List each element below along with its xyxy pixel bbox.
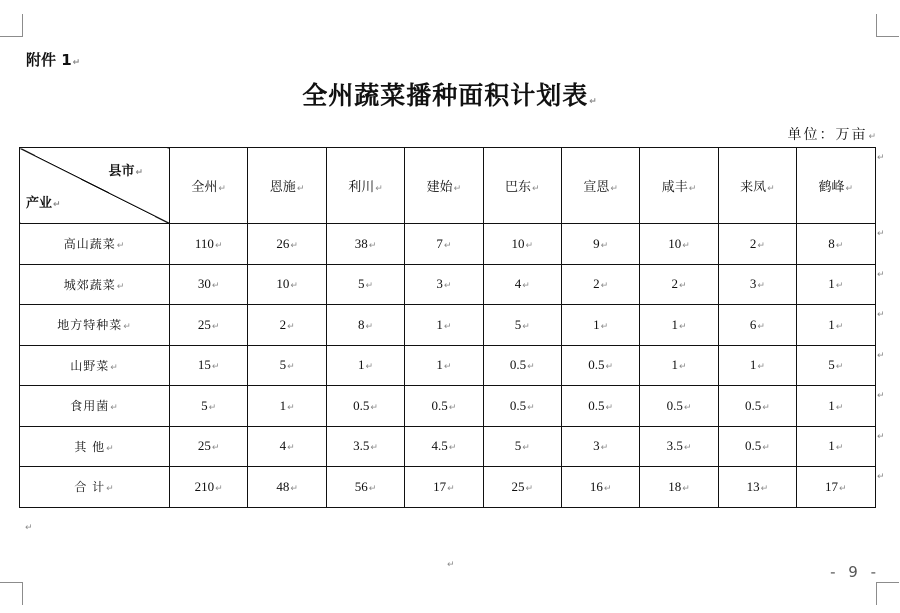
paragraph-mark-icon: ↵ [370,402,378,413]
table-cell [170,305,248,346]
cell-value: 48 [276,478,290,494]
paragraph-mark-icon: ↵ [370,443,378,454]
paragraph-mark-icon: ↵ [683,443,692,454]
table-cell [483,426,561,467]
paragraph-mark-icon: ↵ [877,350,885,361]
cell-value: 3 [749,276,757,292]
cell-value: 0.5 [745,438,762,454]
table-cell [248,224,326,265]
paragraph-mark-icon: ↵ [877,229,885,239]
column-header-label: 来凤 [740,180,767,195]
table-cell [718,264,796,305]
table-row [20,264,876,305]
paragraph-mark-icon: ↵ [600,240,609,251]
table-cell [640,264,718,305]
paragraph-mark-icon: ↵ [600,443,609,454]
paragraph-mark-icon: ↵ [290,281,298,292]
paragraph-mark-icon: ↵ [522,281,530,292]
table-cell [170,386,248,427]
paragraph-mark-icon: ↵ [211,443,220,454]
paragraph-mark-icon: ↵ [287,321,295,332]
table-cell [170,345,248,386]
cell-value: 0.5 [745,397,762,413]
paragraph-mark-icon: ↵ [835,281,844,292]
cell-value: 56 [354,478,368,494]
table-cell [718,345,796,386]
cell-value: 8 [357,316,365,332]
table-cell [640,426,718,467]
paragraph-mark-icon: ↵ [375,184,383,194]
paragraph-mark-icon: ↵ [527,402,535,413]
paragraph-mark-icon: ↵ [290,483,298,494]
paragraph-mark-icon: ↵ [110,403,119,414]
paragraph-mark-icon: ↵ [287,443,295,454]
paragraph-mark-icon: ↵ [835,402,844,413]
cell-value: 1 [279,397,287,413]
table-body [20,148,876,508]
paragraph-mark-icon: ↵ [682,240,690,251]
paragraph-mark-icon: ↵ [365,281,373,292]
cell-value: 2 [671,276,679,292]
paragraph-mark-icon: ↵ [845,184,854,194]
table-cell [326,386,404,427]
row-label: 地方特种菜 [57,318,123,333]
paragraph-mark-icon: ↵ [525,240,534,251]
paragraph-mark-icon: ↵ [443,281,452,292]
table-cell [718,467,796,508]
row-label-cell [20,345,170,386]
column-header [248,148,326,224]
column-header [405,148,483,224]
paragraph-mark-icon: ↵ [760,483,769,494]
paragraph-mark-icon: ↵ [682,483,690,494]
table-cell [797,224,875,265]
table-cell [561,224,639,265]
cell-value: 30 [197,276,211,292]
paragraph-mark-icon: ↵ [767,184,775,194]
cell-value: 18 [668,478,682,494]
crop-mark-bottom-right [876,582,899,605]
column-header-label: 宣恩 [583,180,610,195]
table-cell [640,305,718,346]
cell-value: 26 [276,235,290,251]
corner-header-county: 县市↵ [108,164,143,179]
paragraph-mark-icon: ↵ [443,240,452,251]
paragraph-mark-icon: ↵ [877,391,885,401]
paragraph-mark-icon: ↵ [531,184,540,194]
table-cell [248,345,326,386]
paragraph-mark-icon: ↵ [877,269,885,280]
table-cell [405,224,483,265]
cell-value: 38 [354,235,368,251]
cell-value: 0.5 [509,357,527,373]
paragraph-mark-icon: ↵ [365,362,373,373]
table-cell [483,386,561,427]
paragraph-mark-icon: ↵ [757,281,765,292]
row-label-cell [20,264,170,305]
paragraph-mark-icon: ↵ [757,240,765,251]
column-header-label: 恩施 [269,180,296,195]
row-label-cell [20,467,170,508]
paragraph-mark-icon: ↵ [679,362,687,373]
table-cell [170,467,248,508]
table-cell [405,264,483,305]
paragraph-mark-icon: ↵ [877,431,885,442]
cell-value: 3.5 [666,438,683,454]
cell-value: 17 [433,478,447,494]
cell-value: 10 [668,235,682,251]
table-cell [561,264,639,305]
table-cell [405,386,483,427]
paragraph-mark-icon: ↵ [25,523,33,533]
table-cell [405,345,483,386]
cell-value: 15 [197,357,211,373]
table-cell [797,467,875,508]
page-number: - 9 - [830,563,880,581]
paragraph-mark-icon: ↵ [443,321,452,332]
cell-value: 5 [514,438,522,454]
corner-header-industry: 产业↵ [26,196,61,211]
column-header-label: 全州 [191,180,218,195]
table-cell [405,426,483,467]
crop-mark-bottom-left [0,582,23,605]
table-cell [797,305,875,346]
table-cell [640,345,718,386]
table-cell [561,467,639,508]
cell-value: 5 [201,397,208,413]
document-title: 全州蔬菜播种面积计划表↵ [302,81,598,110]
unit-label: 单位：万亩↵ [787,127,878,143]
table-cell [248,467,326,508]
paragraph-mark-icon: ↵ [877,472,885,482]
diagonal-header-cell [20,148,170,224]
cell-value: 2 [279,316,287,332]
table-cell [640,386,718,427]
cell-value: 2 [593,276,600,292]
paragraph-mark-icon: ↵ [522,321,530,332]
row-label-cell [20,305,170,346]
table-row [20,305,876,346]
cell-value: 7 [436,235,443,251]
cell-value: 1 [828,438,835,454]
cell-value: 2 [749,235,757,251]
paragraph-mark-icon: ↵ [116,241,126,252]
paragraph-mark-icon: ↵ [757,321,765,332]
paragraph-mark-icon: ↵ [527,362,535,373]
table-cell [326,264,404,305]
paragraph-mark-icon: ↵ [215,483,223,494]
paragraph-mark-icon: ↵ [762,402,770,413]
planting-area-table [19,147,876,508]
paragraph-mark-icon: ↵ [368,483,377,494]
cell-value: 4 [514,276,522,292]
paragraph-mark-icon: ↵ [589,97,598,107]
row-label-cell [20,386,170,427]
table-cell [483,224,561,265]
paragraph-mark-icon: ↵ [605,402,614,413]
column-header-label: 巴东 [504,180,531,195]
cell-value: 0.5 [588,397,605,413]
table-cell [483,305,561,346]
cell-value: 5 [279,357,287,373]
paragraph-mark-icon: ↵ [365,321,373,332]
cell-value: 0.5 [431,397,448,413]
column-header-label: 建始 [426,180,453,195]
paragraph-mark-icon: ↵ [600,281,609,292]
cell-value: 25 [197,438,211,454]
paragraph-mark-icon: ↵ [296,184,305,194]
table-cell [797,264,875,305]
paragraph-mark-icon: ↵ [447,483,455,494]
paragraph-mark-icon: ↵ [839,483,847,494]
paragraph-mark-icon: ↵ [287,362,295,373]
table-cell [405,305,483,346]
table-row [20,224,876,265]
table-cell [640,467,718,508]
table-cell [561,305,639,346]
table-cell [326,467,404,508]
paragraph-mark-icon: ↵ [877,153,885,163]
paragraph-mark-icon: ↵ [208,402,217,413]
table-cell [561,426,639,467]
cell-value: 1 [436,316,443,332]
table-cell [326,224,404,265]
paragraph-mark-icon: ↵ [218,184,226,194]
cell-value: 8 [828,235,835,251]
paragraph-mark-icon: ↵ [106,484,115,495]
paragraph-mark-icon: ↵ [290,240,298,251]
table-cell [248,426,326,467]
cell-value: 4.5 [431,438,448,454]
cell-value: 210 [194,478,215,494]
paragraph-mark-icon: ↵ [679,281,687,292]
column-header [640,148,718,224]
row-label: 食用菌 [70,399,110,414]
paragraph-mark-icon: ↵ [110,362,119,373]
table-cell [483,467,561,508]
paragraph-mark-icon: ↵ [868,132,878,142]
table-cell [718,224,796,265]
table-cell [170,224,248,265]
table-header-row [20,148,876,224]
table-cell [797,345,875,386]
paragraph-mark-icon: ↵ [679,321,687,332]
paragraph-mark-icon: ↵ [762,443,770,454]
cell-value: 10 [276,276,290,292]
row-label: 山野菜 [70,358,110,373]
paragraph-mark-icon: ↵ [835,362,844,373]
table-cell [483,264,561,305]
table-cell [170,426,248,467]
cell-value: 16 [589,478,603,494]
cell-value: 25 [511,478,525,494]
cell-value: 0.5 [353,397,370,413]
row-label: 高山蔬菜 [63,237,116,252]
paragraph-mark-icon: ↵ [287,402,295,413]
cell-value: 1 [828,276,835,292]
paragraph-mark-icon: ↵ [522,443,530,454]
cell-value: 1 [593,316,600,332]
cell-value: 0.5 [666,397,683,413]
cell-value: 6 [749,316,757,332]
paragraph-mark-icon: ↵ [135,168,143,178]
cell-value: 3 [593,438,600,454]
column-header-label: 鹤峰 [818,180,845,195]
paragraph-mark-icon: ↵ [116,281,126,292]
cell-value: 110 [194,235,214,251]
column-header [718,148,796,224]
paragraph-mark-icon: ↵ [214,240,223,251]
column-header [797,148,875,224]
cell-value: 1 [671,316,679,332]
paragraph-mark-icon: ↵ [448,402,457,413]
table-cell [561,345,639,386]
cell-value: 13 [746,478,760,494]
table-cell [718,386,796,427]
column-header [170,148,248,224]
cell-value: 10 [511,235,525,251]
table-cell [483,345,561,386]
cell-value: 4 [279,438,287,454]
paragraph-mark-icon: ↵ [688,184,697,194]
cell-value: 5 [357,276,365,292]
table-row [20,386,876,427]
paragraph-mark-icon: ↵ [610,184,618,194]
paragraph-mark-icon: ↵ [368,240,377,251]
cell-value: 3.5 [353,438,370,454]
cell-value: 17 [825,478,839,494]
attachment-label: 附件 1↵ [26,51,81,69]
table-row [20,467,876,508]
paragraph-mark-icon: ↵ [525,483,534,494]
table-row [20,426,876,467]
cell-value: 1 [828,397,835,413]
row-label-cell [20,426,170,467]
paragraph-mark-icon: ↵ [600,321,609,332]
table-cell [170,264,248,305]
cell-value: 3 [436,276,443,292]
column-header [561,148,639,224]
paragraph-mark-icon: ↵ [835,443,844,454]
paragraph-mark-icon: ↵ [211,362,220,373]
row-label: 其 他 [74,439,106,454]
paragraph-mark-icon: ↵ [448,443,457,454]
paragraph-mark-icon: ↵ [683,402,692,413]
row-label: 合 计 [74,480,106,495]
paragraph-mark-icon: ↵ [447,560,455,570]
table-cell [326,345,404,386]
paragraph-mark-icon: ↵ [72,58,81,68]
table-cell [405,467,483,508]
table-cell [248,264,326,305]
cell-value: 1 [671,357,679,373]
column-header [326,148,404,224]
row-label: 城郊蔬菜 [63,277,116,292]
paragraph-mark-icon: ↵ [106,443,115,454]
paragraph-mark-icon: ↵ [123,322,132,333]
cell-value: 1 [828,316,835,332]
table-cell [248,305,326,346]
cell-value: 1 [357,357,365,373]
table-cell [640,224,718,265]
crop-mark-top-right [876,14,899,37]
paragraph-mark-icon: ↵ [605,362,614,373]
row-label-cell [20,224,170,265]
cell-value: 9 [593,235,600,251]
table-cell [326,426,404,467]
paragraph-mark-icon: ↵ [453,184,462,194]
paragraph-mark-icon: ↵ [877,310,885,320]
table-row [20,345,876,386]
cell-value: 25 [197,316,211,332]
table-cell [248,386,326,427]
paragraph-mark-icon: ↵ [603,483,612,494]
table-cell [718,305,796,346]
column-header-label: 利川 [348,180,375,195]
cell-value: 1 [436,357,443,373]
paragraph-mark-icon: ↵ [443,362,452,373]
paragraph-mark-icon: ↵ [835,240,844,251]
table-cell [797,386,875,427]
table-cell [561,386,639,427]
paragraph-mark-icon: ↵ [211,321,220,332]
cell-value: 1 [749,357,757,373]
cell-value: 0.5 [588,357,605,373]
table-cell [797,426,875,467]
table-cell [326,305,404,346]
crop-mark-top-left [0,14,23,37]
paragraph-mark-icon: ↵ [53,200,61,210]
paragraph-mark-icon: ↵ [835,321,844,332]
cell-value: 5 [828,357,835,373]
table-cell [718,426,796,467]
cell-value: 5 [514,316,522,332]
cell-value: 0.5 [509,397,527,413]
column-header [483,148,561,224]
column-header-label: 咸丰 [661,180,688,195]
paragraph-mark-icon: ↵ [757,362,765,373]
paragraph-mark-icon: ↵ [211,281,220,292]
